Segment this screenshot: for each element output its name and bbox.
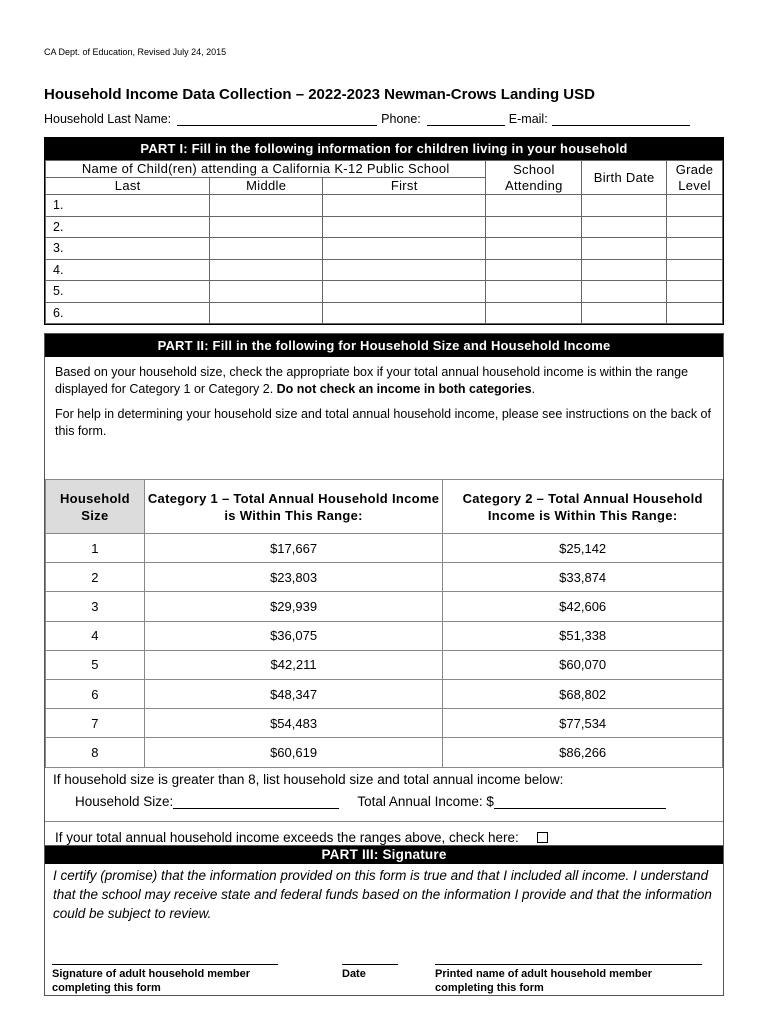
table-row (46, 738, 723, 767)
children-table (45, 160, 723, 324)
last-name-field[interactable] (177, 112, 377, 126)
grade-cell[interactable] (667, 195, 723, 217)
birth-cell[interactable] (582, 302, 667, 324)
category2-cell[interactable]: $60,070 (443, 650, 723, 679)
name-group-header: Name of Child(ren) attending a California K-12 Public School (46, 161, 486, 178)
category1-cell[interactable]: $23,803 (144, 563, 443, 592)
category1-cell[interactable]: $17,667 (144, 534, 443, 563)
size-cell: 6 (46, 679, 145, 708)
printed-name-line[interactable] (435, 964, 702, 995)
table-row (46, 259, 723, 281)
table-row (46, 563, 723, 592)
grade-cell[interactable] (667, 302, 723, 324)
grade-cell[interactable] (667, 238, 723, 260)
over-8-section (45, 768, 723, 822)
table-row (46, 238, 723, 260)
size-cell: 4 (46, 621, 145, 650)
middle-cell[interactable] (210, 195, 323, 217)
school-cell[interactable] (486, 216, 582, 238)
category1-cell[interactable]: $36,075 (144, 621, 443, 650)
first-cell[interactable] (323, 195, 486, 217)
middle-cell[interactable] (210, 259, 323, 281)
size-cell: 8 (46, 738, 145, 767)
birth-cell[interactable] (582, 216, 667, 238)
total-income-label: Total Annual Income: $ (357, 793, 494, 809)
income-table (45, 479, 723, 768)
table-row (46, 302, 723, 324)
part1-section (44, 137, 724, 325)
signature-label: Signature of adult household member completing this form (52, 968, 251, 994)
birth-date-header: Birth Date (582, 161, 667, 195)
category1-cell[interactable]: $42,211 (144, 650, 443, 679)
school-cell[interactable] (486, 195, 582, 217)
row-number[interactable]: 6. (46, 302, 210, 324)
category2-cell[interactable]: $25,142 (443, 534, 723, 563)
row-number[interactable]: 1. (46, 195, 210, 217)
table-row (46, 679, 723, 708)
size-cell: 3 (46, 592, 145, 621)
table-row (46, 650, 723, 679)
email-field[interactable] (552, 112, 690, 126)
grade-cell[interactable] (667, 259, 723, 281)
table-row (46, 216, 723, 238)
birth-cell[interactable] (582, 281, 667, 303)
size-cell: 7 (46, 709, 145, 738)
printed-name-label: Printed name of adult household member completing this form (435, 968, 652, 994)
email-label: E-mail: (508, 112, 548, 126)
household-size-header: Household Size (46, 480, 145, 534)
part1-heading: PART I: Fill in the following information for children living in your household (45, 138, 723, 160)
part2-instructions: Based on your household size, check the appropriate box if your total annual household income is within the range displayed for Category 1 or Category 2. Do not check an income in both categories. For help in determining your household size and total annual household income, please see instructions on the back of this form. (45, 357, 723, 479)
category1-cell[interactable]: $48,347 (144, 679, 443, 708)
last-name-label: Household Last Name: (44, 112, 172, 126)
last-header: Last (46, 178, 210, 195)
school-cell[interactable] (486, 259, 582, 281)
school-cell[interactable] (486, 302, 582, 324)
row-number[interactable]: 5. (46, 281, 210, 303)
date-line[interactable] (342, 964, 398, 981)
table-row (46, 621, 723, 650)
household-size-field[interactable] (173, 795, 339, 809)
phone-label: Phone: (381, 112, 421, 126)
over-8-text: If household size is greater than 8, list household size and total annual income below: (53, 771, 564, 787)
grade-header: Grade Level (667, 161, 723, 195)
intro-warning: Do not check an income in both categories (276, 382, 532, 396)
part2-heading: PART II: Fill in the following for Household Size and Household Income (45, 334, 723, 357)
part3-heading: PART III: Signature (45, 846, 723, 864)
exceeds-checkbox[interactable] (537, 832, 548, 843)
page-title: Household Income Data Collection – 2022-2023 Newman-Crows Landing USD (44, 86, 595, 103)
first-cell[interactable] (323, 281, 486, 303)
table-row (46, 709, 723, 738)
certification-text: I certify (promise) that the information provided on this form is true and that I included all income. I understand that the school may receive state and federal funds based on the information I provide and that the information could be subject to review. (53, 868, 712, 921)
middle-cell[interactable] (210, 302, 323, 324)
middle-cell[interactable] (210, 238, 323, 260)
part2-section (44, 333, 724, 854)
grade-cell[interactable] (667, 281, 723, 303)
size-cell: 2 (46, 563, 145, 592)
household-contact-line (44, 112, 724, 126)
category2-cell[interactable]: $77,534 (443, 709, 723, 738)
middle-cell[interactable] (210, 216, 323, 238)
school-header: School Attending (486, 161, 582, 195)
table-row (46, 195, 723, 217)
category2-header: Category 2 – Total Annual Household Income is Within This Range: (443, 480, 723, 534)
category2-cell[interactable]: $42,606 (443, 592, 723, 621)
category1-header: Category 1 – Total Annual Household Income is Within This Range: (144, 480, 443, 534)
exceeds-text: If your total annual household income exceeds the ranges above, check here: (55, 829, 519, 845)
row-number[interactable]: 2. (46, 216, 210, 238)
size-cell: 5 (46, 650, 145, 679)
size-cell: 1 (46, 534, 145, 563)
birth-cell[interactable] (582, 259, 667, 281)
category2-cell[interactable]: $51,338 (443, 621, 723, 650)
school-cell[interactable] (486, 238, 582, 260)
category1-cell[interactable]: $60,619 (144, 738, 443, 767)
phone-field[interactable] (427, 112, 505, 126)
table-row (46, 281, 723, 303)
total-income-field[interactable] (494, 795, 666, 809)
category2-cell[interactable]: $33,874 (443, 563, 723, 592)
help-text: For help in determining your household size and total annual household income, please see instructions on the back of this form. (55, 407, 711, 438)
category1-cell[interactable]: $54,483 (144, 709, 443, 738)
category1-cell[interactable]: $29,939 (144, 592, 443, 621)
row-number[interactable]: 4. (46, 259, 210, 281)
household-size-label: Household Size: (75, 793, 174, 809)
table-row (46, 592, 723, 621)
category2-cell[interactable]: $86,266 (443, 738, 723, 767)
row-number[interactable]: 3. (46, 238, 210, 260)
intro-text: Based on your household size, check the appropriate box if your total annual household income is within the range displayed for Category 1 or Category 2. (55, 365, 689, 396)
birth-cell[interactable] (582, 238, 667, 260)
date-label: Date (342, 968, 366, 980)
grade-cell[interactable] (667, 216, 723, 238)
revision-note: CA Dept. of Education, Revised July 24, 2015 (44, 47, 227, 57)
first-cell[interactable] (323, 302, 486, 324)
middle-header: Middle (210, 178, 323, 195)
school-cell[interactable] (486, 281, 582, 303)
first-cell[interactable] (323, 216, 486, 238)
table-row (46, 534, 723, 563)
first-cell[interactable] (323, 238, 486, 260)
birth-cell[interactable] (582, 195, 667, 217)
signature-line[interactable] (52, 964, 278, 995)
category2-cell[interactable]: $68,802 (443, 679, 723, 708)
part3-section (44, 845, 724, 996)
first-header: First (323, 178, 486, 195)
middle-cell[interactable] (210, 281, 323, 303)
first-cell[interactable] (323, 259, 486, 281)
